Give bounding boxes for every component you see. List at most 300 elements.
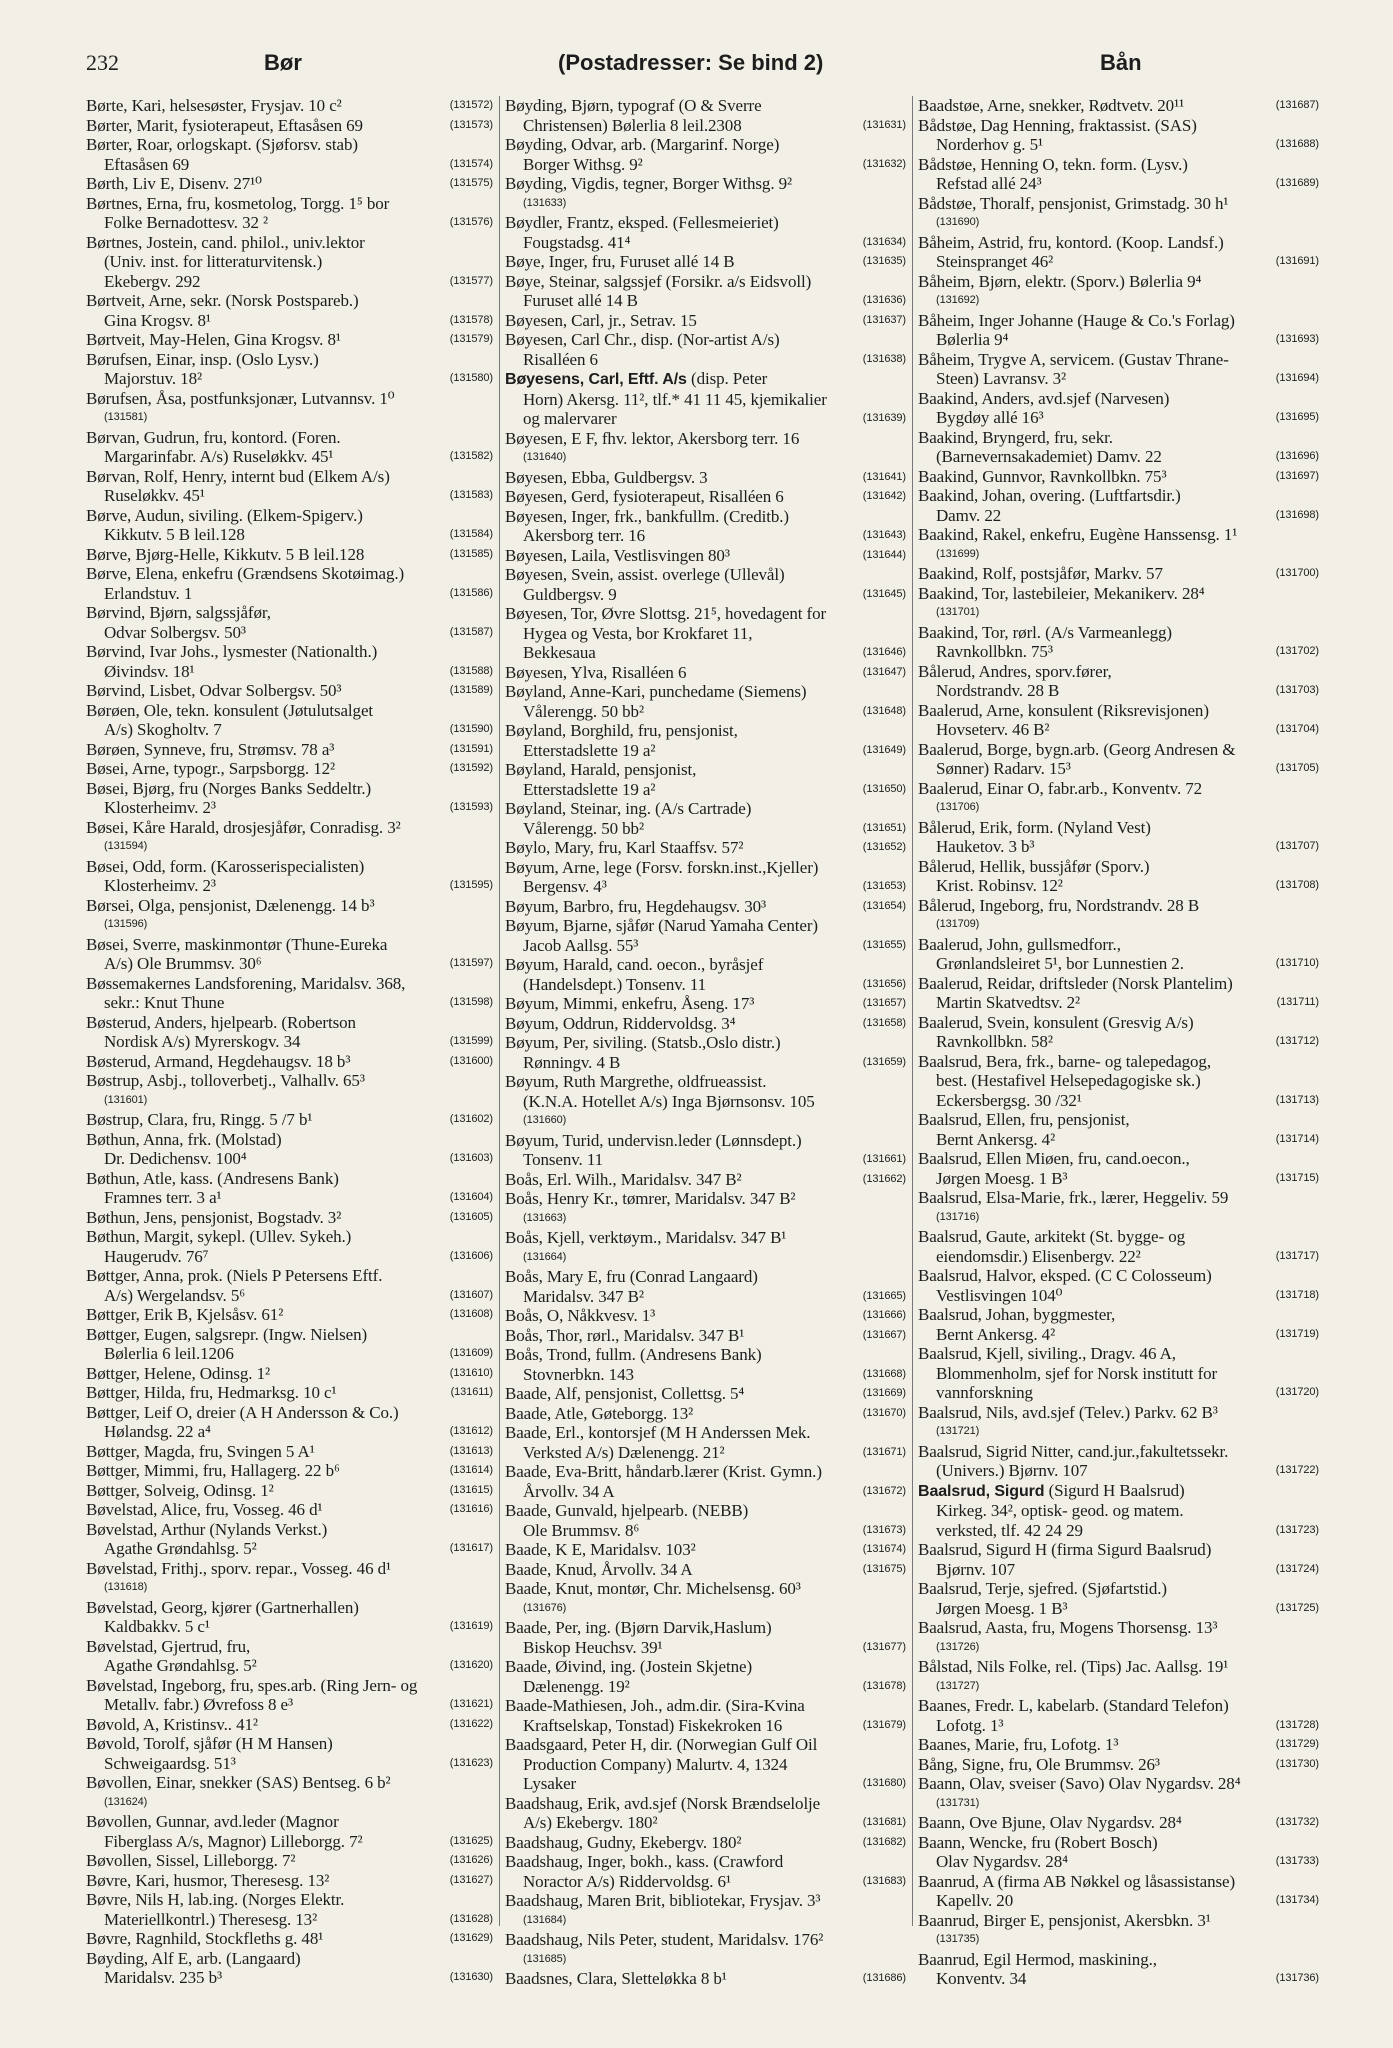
- directory-entry: [918, 272, 1319, 311]
- entry-text: Baakind, Rolf, postsjåfør, Markv. 57: [918, 564, 1163, 583]
- entry-number: (131583): [447, 486, 493, 506]
- entry-text: Bådstøe, Dag Henning, fraktassist. (SAS): [918, 115, 1197, 135]
- directory-entry: [505, 1345, 906, 1384]
- entry-lead: Baalsrud, Sigurd: [918, 1482, 1045, 1500]
- entry-text: verksted, tlf. 42 24 29: [936, 1520, 1083, 1540]
- entry-text: Baalerud, Borge, bygn.arb. (Georg Andresen &: [918, 739, 1236, 759]
- directory-entry: [505, 1189, 906, 1228]
- entry-text: Vestlisvingen 104⁰: [936, 1285, 1063, 1305]
- entry-number: (131698): [1273, 506, 1319, 526]
- entry-text: Bøye, Steinar, salgssjef (Forsikr. a/s Eidsvoll): [505, 271, 812, 291]
- entry-number: (131654): [860, 897, 906, 917]
- directory-entry: [505, 330, 906, 369]
- entry-text: Boås, Henry Kr., tømrer, Maridalsv. 347 B²: [505, 1189, 796, 1208]
- directory-entry: [505, 1326, 906, 1346]
- entry-text: Bøttger, Mimmi, fru, Hallagerg. 22 b⁶: [86, 1461, 340, 1480]
- directory-entry: [505, 1131, 906, 1170]
- entry-text: Boås, O, Nåkkvesv. 1³: [505, 1306, 656, 1325]
- entry-number: (131631): [860, 116, 906, 136]
- entry-number: (131727): [936, 1679, 980, 1692]
- entry-text: A/s) Skogholtv. 7: [104, 720, 222, 739]
- directory-entry: [86, 116, 493, 136]
- entry-text: Jørgen Moesg. 1 B³: [936, 1168, 1068, 1188]
- directory-entry: [86, 350, 493, 389]
- directory-entry: [86, 1013, 493, 1052]
- directory-entry: [918, 779, 1319, 818]
- entry-text: Steen) Lavransv. 3²: [936, 369, 1067, 388]
- entry-text: Norderhov g. 5¹: [936, 135, 1043, 154]
- directory-entry: [505, 1852, 906, 1891]
- directory-entry: [918, 389, 1319, 428]
- entry-text: Baadstøe, Arne, snekker, Rødtvetv. 20¹¹: [918, 96, 1185, 115]
- entry-number: (131718): [1273, 1286, 1319, 1306]
- directory-entry: [86, 1383, 493, 1403]
- entry-text: Bøyum, Oddrun, Riddervoldsg. 3⁴: [505, 1013, 736, 1033]
- entry-text: Boås, Thor, rørl., Maridalsv. 347 B¹: [505, 1325, 745, 1345]
- entry-text: Baade, Knud, Årvollv. 34 A: [505, 1559, 693, 1579]
- entry-number: (131725): [1273, 1599, 1319, 1619]
- directory-entry: [918, 1579, 1319, 1618]
- directory-entry: [505, 916, 906, 955]
- entry-number: (131707): [1273, 837, 1319, 857]
- entry-text: Dælenengg. 19²: [523, 1676, 630, 1696]
- entry-number: (131636): [860, 291, 906, 311]
- entry-text: Ekebergv. 292: [104, 271, 201, 291]
- directory-entry: [86, 1403, 493, 1442]
- directory-entry: [86, 1208, 493, 1228]
- directory-entry: [505, 1560, 906, 1580]
- directory-entry: [918, 1013, 1319, 1052]
- entry-text: Børve, Audun, siviling. (Elkem-Spigerv.): [86, 505, 363, 525]
- entry-text: Børøen, Ole, tekn. konsulent (Jøtulutsalget: [86, 700, 374, 720]
- entry-text: Bådstøe, Thoralf, pensjonist, Grimstadg. 30 h¹: [918, 193, 1229, 213]
- entry-number: (131585): [447, 545, 493, 565]
- entry-text: A/s) Ole Brummsv. 30⁶: [104, 954, 262, 973]
- entry-text: Baakind, Rakel, enkefru, Eugène Hanssensg. 1¹: [918, 525, 1238, 544]
- entry-text: Børvan, Rolf, Henry, internt bud (Elkem A/s): [86, 466, 390, 486]
- entry-number: (131642): [860, 487, 906, 507]
- entry-number: (131646): [860, 643, 906, 663]
- directory-entry: [86, 174, 493, 194]
- entry-number: (131645): [860, 585, 906, 605]
- entry-text: Baanrud, Birger E, pensjonist, Akersbkn. 3¹: [918, 1910, 1211, 1930]
- directory-entry: [918, 1774, 1319, 1813]
- entry-text: Baann, Olav, sveiser (Savo) Olav Nygardsv. 28⁴: [918, 1774, 1241, 1793]
- entry-number: (131676): [523, 1601, 567, 1614]
- entry-number: (131633): [523, 196, 567, 209]
- entry-text: Bøydler, Frantz, eksped. (Fellesmeieriet): [505, 213, 779, 232]
- directory-entry: [918, 350, 1319, 389]
- entry-text: Årvollv. 34 A: [523, 1481, 615, 1501]
- entry-text: Baakind, Anders, avd.sjef (Narvesen): [918, 388, 1170, 408]
- entry-text: Bernt Ankersg. 4²: [936, 1324, 1056, 1344]
- entry-text: Bøylo, Mary, fru, Karl Staaffsv. 57²: [505, 838, 744, 857]
- entry-text: Vålerengg. 50 bb²: [523, 818, 644, 838]
- entry-number: (131656): [860, 975, 906, 995]
- directory-entry: [918, 1403, 1319, 1442]
- entry-text: Bøyum, Harald, cand. oecon., byråsjef: [505, 955, 764, 974]
- entry-number: (131670): [860, 1404, 906, 1424]
- directory-entry: [86, 428, 493, 467]
- entry-number: (131657): [860, 994, 906, 1014]
- column-3: [912, 96, 1325, 1988]
- entry-text: Bøttger, Erik B, Kjelsåsv. 61²: [86, 1305, 284, 1324]
- entry-number: (131653): [860, 877, 906, 897]
- entry-text: Bøvollen, Einar, snekker (SAS) Bentseg. 6 b²: [86, 1773, 391, 1792]
- entry-text: Bøyum, Bjarne, sjåfør (Narud Yamaha Center): [505, 916, 818, 935]
- entry-text: Boås, Erl. Wilh., Maridalsv. 347 B²: [505, 1169, 742, 1189]
- directory-entry: [918, 1442, 1319, 1481]
- entry-text: Baakind, Johan, overing. (Luftfartsdir.): [918, 486, 1181, 505]
- entry-text: Bøvold, Torolf, sjåfør (H M Hansen): [86, 1734, 333, 1753]
- entry-text: Børvind, Ivar Johs., lysmester (Nationalth.): [86, 642, 378, 661]
- entry-text: Baalsrud, Nils, avd.sjef (Telev.) Parkv. 62 B³: [918, 1402, 1218, 1422]
- entry-number: (131699): [936, 547, 980, 560]
- entry-text: Baalsrud, Terje, sjefred. (Sjøfartstid.): [918, 1579, 1167, 1598]
- entry-number: (131664): [523, 1250, 567, 1263]
- directory-entry: [918, 623, 1319, 662]
- entry-number: (131675): [860, 1560, 906, 1580]
- entry-text: Boås, Trond, fullm. (Andresens Bank): [505, 1345, 762, 1364]
- entry-text: Agathe Grøndahlsg. 5²: [104, 1656, 257, 1675]
- directory-entry: [86, 1520, 493, 1559]
- entry-text: Baade, Alf, pensjonist, Collettsg. 5⁴: [505, 1384, 745, 1403]
- entry-text: Børvan, Gudrun, fru, kontord. (Foren.: [86, 427, 341, 447]
- directory-entry: [86, 1559, 493, 1598]
- entry-number: (131735): [936, 1933, 980, 1945]
- entry-text: Baalsrud, Aasta, fru, Mogens Thorsensg. 13³: [918, 1618, 1218, 1637]
- entry-text: Bålerud, Andres, sporv.fører,: [918, 661, 1112, 681]
- column-1: [86, 96, 499, 1987]
- entry-text: Bøyum, Barbro, fru, Hegdehaugsv. 30³: [505, 896, 767, 916]
- entry-number: (131690): [936, 216, 980, 228]
- entry-text: Børve, Bjørg-Helle, Kikkutv. 5 B leil.128: [86, 544, 365, 564]
- entry-text: Eckersbergsg. 30 /32¹: [936, 1090, 1082, 1110]
- entry-text: Dr. Dedichensv. 100⁴: [104, 1149, 247, 1168]
- entry-text: Baadsgaard, Peter H, dir. (Norwegian Gulf Oil: [505, 1735, 818, 1754]
- entry-number: (131650): [860, 780, 906, 800]
- entry-text: Bøthun, Anna, frk. (Molstad): [86, 1129, 282, 1149]
- entry-text: Hølandsg. 22 a⁴: [104, 1422, 211, 1441]
- directory-entry: [86, 1110, 493, 1130]
- directory-entry: [86, 1929, 493, 1949]
- entry-text: Maridalsv. 235 b³: [104, 1968, 222, 1987]
- directory-entry: [86, 701, 493, 740]
- directory-entry: [505, 760, 906, 799]
- entry-text: Ruseløkkv. 45¹: [104, 486, 205, 505]
- entry-text: Ole Brummsv. 8⁶: [523, 1520, 640, 1540]
- entry-number: (131572): [447, 96, 493, 116]
- entry-number: (131605): [447, 1208, 493, 1228]
- entry-number: (131714): [1273, 1130, 1319, 1150]
- entry-number: (131623): [447, 1754, 493, 1774]
- entry-number: (131730): [1273, 1755, 1319, 1775]
- entry-text: Gina Krogsv. 8¹: [104, 310, 211, 330]
- entry-text: Baalerud, Reidar, driftsleder (Norsk Plantelim): [918, 973, 1233, 993]
- entry-text: Bøyding, Odvar, arb. (Margarinf. Norge): [505, 135, 780, 154]
- entry-text: Majorstuv. 18²: [104, 369, 202, 388]
- entry-text: Bøyding, Alf E, arb. (Langaard): [86, 1948, 301, 1968]
- entry-text: Nordstrandv. 28 B: [936, 681, 1060, 700]
- entry-number: (131628): [447, 1910, 493, 1930]
- entry-number: (131712): [1273, 1032, 1319, 1052]
- directory-entry: [505, 174, 906, 213]
- directory-entry: [86, 233, 493, 292]
- entry-text: Bøthun, Jens, pensjonist, Bogstadv. 3²: [86, 1207, 342, 1227]
- entry-text: Bøyesen, Carl Chr., disp. (Nor-artist A/s): [505, 330, 780, 349]
- directory-entry: [86, 1052, 493, 1072]
- directory-entry: [505, 507, 906, 546]
- directory-entry: [505, 1170, 906, 1190]
- entry-text: Bång, Signe, fru, Ole Brummsv. 26³: [918, 1754, 1160, 1774]
- guide-word-right: Bån: [1100, 50, 1142, 75]
- entry-number: (131652): [860, 838, 906, 858]
- directory-entry: [505, 1462, 906, 1501]
- entry-text: Bålerud, Erik, form. (Nyland Vest): [918, 817, 1151, 837]
- entry-text: Baalsrud, Elsa-Marie, frk., lærer, Heggeliv. 59: [918, 1188, 1229, 1207]
- entry-number: (131602): [447, 1110, 493, 1130]
- directory-entry: [918, 1872, 1319, 1911]
- entry-number: (131629): [447, 1929, 493, 1949]
- entry-text: Bøttger, Magda, fru, Svingen 5 A¹: [86, 1441, 315, 1461]
- entry-number: (131692): [936, 294, 980, 306]
- entry-number: (131630): [447, 1968, 493, 1988]
- directory-entry: [918, 1188, 1319, 1227]
- directory-entry: [86, 642, 493, 681]
- directory-entry: [505, 1033, 906, 1072]
- entry-number: (131695): [1273, 408, 1319, 428]
- entry-number: (131655): [860, 936, 906, 956]
- entry-number: (131693): [1273, 330, 1319, 350]
- entry-text: (Handelsdept.) Tonsenv. 11: [523, 974, 707, 994]
- entry-text: (disp. Peter: [686, 369, 768, 388]
- directory-entry: [86, 1715, 493, 1735]
- entry-text: Bjørnv. 107: [936, 1559, 1016, 1579]
- directory-entry: [918, 1911, 1319, 1950]
- directory-entry: [505, 1969, 906, 1989]
- entry-number: (131729): [1273, 1735, 1319, 1755]
- directory-entry: [505, 604, 906, 663]
- entry-number: (131711): [1274, 993, 1319, 1013]
- entry-text: Bøyland, Harald, pensjonist,: [505, 760, 697, 779]
- entry-number: (131647): [860, 663, 906, 683]
- entry-text: Baade, Eva-Britt, håndarb.lærer (Krist. Gymn.): [505, 1462, 822, 1481]
- entry-number: (131651): [860, 819, 906, 839]
- directory-entry: [86, 1305, 493, 1325]
- entry-text: Baade-Mathiesen, Joh., adm.dir. (Sira-Kvina: [505, 1696, 805, 1715]
- directory-entry: [86, 857, 493, 896]
- entry-text: (Sigurd H Baalsrud): [1044, 1480, 1185, 1500]
- directory-entry: [505, 429, 906, 468]
- entry-text: Baade, Gunvald, hjelpearb. (NEBB): [505, 1501, 749, 1520]
- entry-number: (131614): [447, 1461, 493, 1481]
- entry-text: Nordisk A/s) Myrerskogv. 34: [104, 1032, 301, 1051]
- entry-text: Folke Bernadottesv. 32 ²: [104, 213, 269, 232]
- entry-text: Krist. Robinsv. 12²: [936, 876, 1063, 895]
- entry-text: Metallv. fabr.) Øvrefoss 8 e³: [104, 1695, 293, 1714]
- directory-entry: [505, 663, 906, 683]
- entry-number: (131641): [860, 468, 906, 488]
- entry-text: Bøyum, Ruth Margrethe, oldfrueassist.: [505, 1072, 767, 1091]
- directory-entry: [918, 584, 1319, 623]
- entry-number: (131723): [1273, 1521, 1319, 1541]
- entry-text: Øivindsv. 18¹: [104, 661, 195, 681]
- entry-text: Bøvollen, Sissel, Lilleborgg. 7²: [86, 1851, 296, 1870]
- entry-text: Børve, Elena, enkefru (Grændsens Skotøimag.): [86, 564, 405, 583]
- entry-text: Børter, Marit, fysioterapeut, Eftasåsen 69: [86, 115, 363, 135]
- entry-text: Bøvelstad, Gjertrud, fru,: [86, 1636, 251, 1656]
- header-postal-note: (Postadresser: Se bind 2): [558, 50, 824, 75]
- entry-text: Baadshaug, Maren Brit, bibliotekar, Frysjav. 3³: [505, 1891, 821, 1910]
- entry-number: (131661): [860, 1150, 906, 1170]
- entry-text: Stovnerbkn. 143: [523, 1364, 634, 1384]
- entry-number: (131620): [447, 1656, 493, 1676]
- directory-entry: [505, 838, 906, 858]
- entry-text: Bøyesen, Tor, Øvre Slottsg. 21⁵, hovedagent for: [505, 604, 827, 623]
- entry-number: (131717): [1273, 1247, 1319, 1267]
- entry-number: (131607): [447, 1286, 493, 1306]
- entry-text: Børufsen, Einar, insp. (Oslo Lysv.): [86, 349, 319, 369]
- directory-entry: [918, 486, 1319, 525]
- entry-number: (131595): [447, 876, 493, 896]
- directory-entry: [505, 1735, 906, 1794]
- entry-text: Baalsrud, Kjell, siviling., Dragv. 46 A,: [918, 1344, 1176, 1363]
- entry-text: Ravnkollbkn. 58²: [936, 1032, 1053, 1051]
- entry-number: (131625): [447, 1832, 493, 1852]
- entry-text: Baalerud, Svein, konsulent (Gresvig A/s): [918, 1012, 1194, 1032]
- entry-number: (131644): [860, 546, 906, 566]
- entry-text: Børtveit, May-Helen, Gina Krogsv. 8¹: [86, 330, 341, 349]
- entry-text: Børvind, Lisbet, Odvar Solbergsv. 50³: [86, 681, 342, 700]
- entry-text: Bøyum, Arne, lege (Forsv. forskn.inst.,Kjeller): [505, 857, 819, 877]
- entry-number: (131587): [447, 623, 493, 643]
- entry-text: Baalsrud, Ellen Miøen, fru, cand.oecon.,: [918, 1149, 1190, 1168]
- directory-entry: [505, 1501, 906, 1540]
- entry-number: (131577): [447, 272, 493, 292]
- entry-text: Bøttger, Anna, prok. (Niels P Petersens Eftf.: [86, 1266, 383, 1285]
- entry-text: Børtveit, Arne, sekr. (Norsk Postspareb.): [86, 291, 359, 310]
- entry-text: Båheim, Inger Johanne (Hauge & Co.'s Forlag): [918, 310, 1235, 330]
- directory-entry: [86, 1851, 493, 1871]
- entry-number: (131648): [860, 702, 906, 722]
- entry-text: Baalsrud, Halvor, eksped. (C C Colosseum): [918, 1266, 1212, 1285]
- entry-text: Bøsterud, Anders, hjelpearb. (Robertson: [86, 1012, 356, 1032]
- directory-entry: [918, 1305, 1319, 1344]
- page-number: 232: [86, 50, 119, 75]
- directory-entry: [505, 1657, 906, 1696]
- entry-text: Vålerengg. 50 bb²: [523, 701, 644, 721]
- entry-number: (131597): [447, 954, 493, 974]
- directory-entry: [918, 1696, 1319, 1735]
- page-header: [86, 50, 1326, 86]
- directory-entry: [505, 721, 906, 760]
- entry-text: A/s) Ekebergv. 180²: [523, 1813, 658, 1832]
- entry-text: Bøttger, Helene, Odinsg. 1²: [86, 1363, 270, 1383]
- directory-entry: [505, 252, 906, 272]
- entry-text: Bøye, Inger, fru, Furuset allé 14 B: [505, 252, 735, 271]
- directory-entry: [505, 135, 906, 174]
- entry-text: Baakind, Tor, lastebileier, Mekanikerv. 28⁴: [918, 583, 1205, 603]
- directory-entry: [505, 1891, 906, 1930]
- directory-entry: [86, 740, 493, 760]
- entry-text: Baanes, Marie, fru, Lofotg. 1³: [918, 1735, 1119, 1754]
- entry-text: Verksted A/s) Dælenengg. 21²: [523, 1442, 725, 1462]
- directory-entry: [918, 701, 1319, 740]
- entry-text: Baadshaug, Nils Peter, student, Maridalsv. 176²: [505, 1930, 824, 1949]
- entry-number: (131596): [104, 918, 148, 930]
- entry-text: Bøthun, Atle, kass. (Andresens Bank): [86, 1168, 339, 1188]
- entry-number: (131696): [1273, 447, 1319, 467]
- entry-number: (131574): [447, 155, 493, 175]
- entry-text: Bøsei, Arne, typogr., Sarpsborgg. 12²: [86, 759, 335, 778]
- entry-number: (131606): [447, 1247, 493, 1267]
- directory-entry: [505, 369, 906, 429]
- entry-number: (131603): [447, 1149, 493, 1169]
- entry-text: Bøvelstad, Ingeborg, fru, spes.arb. (Ring Jern- og: [86, 1675, 418, 1695]
- entry-text: Baade, Per, ing. (Bjørn Darvik,Haslum): [505, 1618, 772, 1637]
- entry-text: Baann, Ove Bjune, Olav Nygardsv. 28⁴: [918, 1813, 1182, 1832]
- directory-entry: [505, 1696, 906, 1735]
- directory-entry: [505, 1267, 906, 1306]
- entry-text: Akersborg terr. 16: [523, 526, 646, 545]
- entry-text: Bøvold, A, Kristinsv.. 41²: [86, 1714, 258, 1734]
- entry-text: Kikkutv. 5 B leil.128: [104, 525, 245, 544]
- entry-number: (131705): [1273, 759, 1319, 779]
- entry-number: (131682): [860, 1833, 906, 1853]
- entry-text: Refstad allé 24³: [936, 174, 1042, 193]
- entry-text: Framnes terr. 3 a¹: [104, 1188, 222, 1207]
- directory-entry: [86, 467, 493, 506]
- entry-text: Bøttger, Hilda, fru, Hedmarksg. 10 c¹: [86, 1383, 337, 1402]
- entry-text: Baade, Øivind, ing. (Jostein Skjetne): [505, 1657, 753, 1676]
- entry-number: (131680): [860, 1774, 906, 1794]
- entry-text: Baalerud, Arne, konsulent (Riksrevisjonen): [918, 700, 1209, 720]
- directory-entry: [918, 564, 1319, 584]
- entry-text: Baadshaug, Erik, avd.sjef (Norsk Brændselolje: [505, 1793, 821, 1813]
- directory-entry: [505, 1306, 906, 1326]
- entry-number: (131700): [1273, 564, 1319, 584]
- entry-text: Bøyesen, Inger, frk., bankfullm. (Creditb.): [505, 506, 789, 526]
- directory-entry: [86, 506, 493, 545]
- entry-text: Bøvollen, Gunnar, avd.leder (Magnor: [86, 1812, 339, 1831]
- entry-text: Production Company) Malurtv. 4, 1324: [523, 1754, 788, 1774]
- entry-text: Bøyland, Steinar, ing. (A/s Cartrade): [505, 799, 752, 818]
- entry-number: (131599): [447, 1032, 493, 1052]
- directory-entry: [505, 897, 906, 917]
- entry-text: Båheim, Astrid, fru, kontord. (Koop. Landsf.): [918, 232, 1224, 252]
- directory-entry: [505, 1794, 906, 1833]
- entry-number: (131731): [936, 1796, 980, 1809]
- entry-text: Eftasåsen 69: [104, 154, 190, 174]
- entry-number: (131726): [936, 1640, 980, 1653]
- directory-entry: [505, 1618, 906, 1657]
- entry-number: (131613): [447, 1442, 493, 1462]
- entry-number: (131667): [860, 1326, 906, 1346]
- directory-entry: [505, 311, 906, 331]
- entry-number: (131691): [1273, 252, 1319, 272]
- entry-number: (131662): [860, 1170, 906, 1190]
- entry-text: Baadshaug, Gudny, Ekebergv. 180²: [505, 1832, 742, 1852]
- entry-text: Fiberglass A/s, Magnor) Lilleborgg. 7²: [104, 1831, 363, 1851]
- entry-text: Bøyum, Turid, undervisn.leder (Lønnsdept.): [505, 1130, 802, 1150]
- entry-text: Sønner) Radarv. 15³: [936, 759, 1071, 778]
- entry-text: Noractor A/s) Riddervoldsg. 6¹: [523, 1871, 731, 1891]
- entry-number: (131591): [447, 740, 493, 760]
- directory-entry: [86, 1266, 493, 1305]
- entry-number: (131604): [447, 1188, 493, 1208]
- directory-entry: [505, 1404, 906, 1424]
- entry-number: (131677): [860, 1638, 906, 1658]
